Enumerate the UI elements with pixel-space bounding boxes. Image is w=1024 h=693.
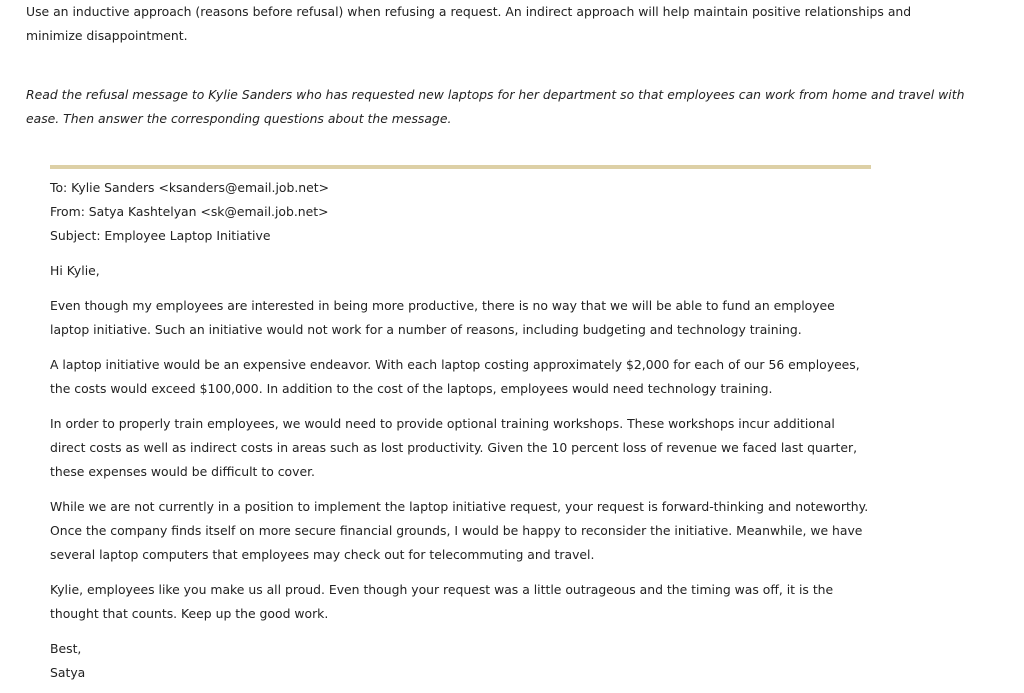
email-greeting: Hi Kylie, [50,263,100,278]
email-top-divider [50,165,871,169]
email-paragraph: In order to properly train employees, we would need to provide optional training workshops. These workshops incur additional direct costs as well as indirect costs in areas such as lost productivity. Given the 10 percent loss of revenue we faced last quarter, these expenses would be difficult to cover. [50,416,858,479]
intro-text: Use an inductive approach (reasons before refusal) when refusing a request. An indirect approach will help maintain positive relationships and minimize disappointment. [26,4,912,43]
email-signoff: Best, [50,641,82,656]
instruction-text: Read the refusal message to Kylie Sanders who has requested new laptops for her department so that employees can work from home and travel with ease. Then answer the corresponding questions about the message. [26,87,965,126]
email-closing [50,637,870,685]
email-subject-line: Subject: Employee Laptop Initiative [50,228,271,243]
email-to-line: To: Kylie Sanders <ksanders@email.job.net> [50,180,329,195]
email-signature: Satya [50,665,86,680]
email-from-line: From: Satya Kashtelyan <sk@email.job.net> [50,204,329,219]
email-paragraph: A laptop initiative would be an expensive endeavor. With each laptop costing approximately $2,000 for each of our 56 employees, the costs would exceed $100,000. In addition to the cost of the laptops, employees would need technology training. [50,357,860,396]
email-paragraph: Even though my employees are interested in being more productive, there is no way that we will be able to fund an employee laptop initiative. Such an initiative would not work for a number of reasons, including budgeting and technology training. [50,298,835,337]
email-paragraph: While we are not currently in a position to implement the laptop initiative request, your request is forward-thinking and noteworthy. Once the company finds itself on more secure financial grounds, I would be happy to reconsider the initiative. Meanwhile, we have several laptop computers that employees may check out for telecommuting and travel. [50,499,869,562]
email-paragraph: Kylie, employees like you make us all proud. Even though your request was a little outrageous and the timing was off, it is the thought that counts. Keep up the good work. [50,582,834,621]
email-message [50,176,870,685]
